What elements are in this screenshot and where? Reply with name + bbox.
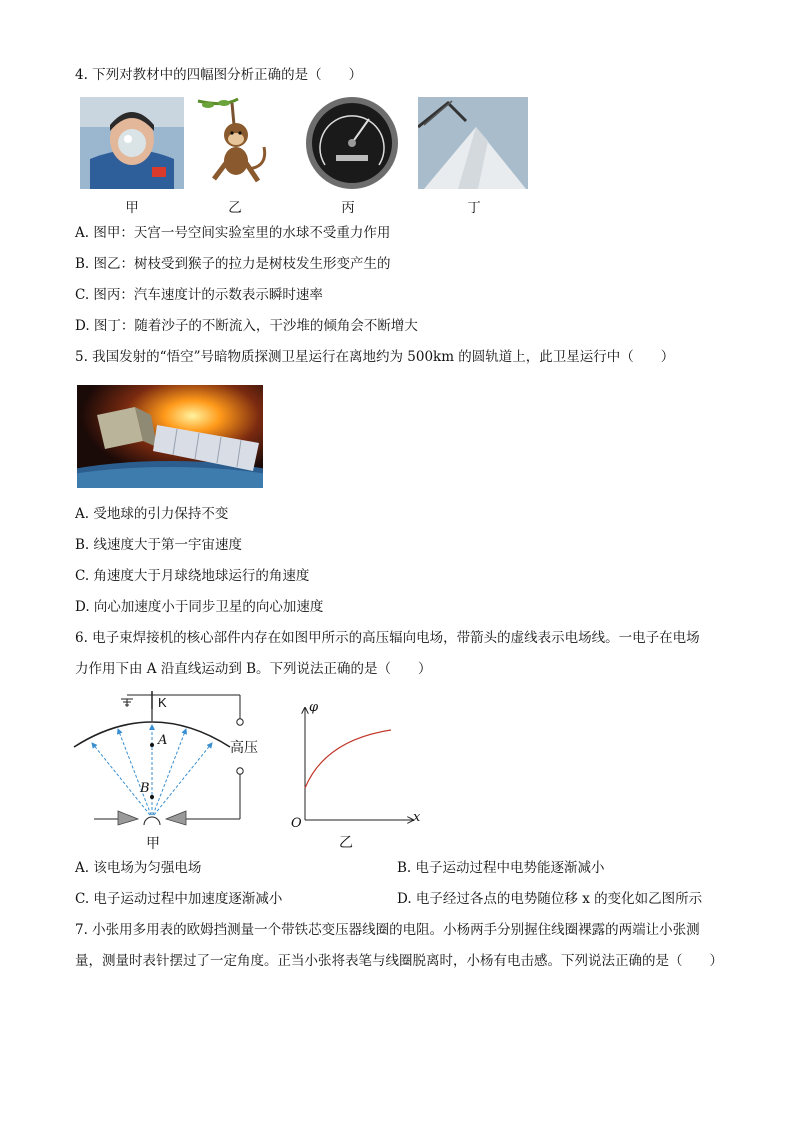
label-jia: 甲: [146, 836, 160, 852]
figure-bing-speedometer: [303, 95, 401, 191]
caption-ding: 丁: [467, 200, 481, 216]
q4-stem: 4. 下列对教材中的四幅图分析正确的是（ ）: [75, 67, 363, 83]
figure-radial-field: [70, 685, 270, 853]
figure-satellite: [77, 385, 263, 488]
label-point-a: A: [158, 733, 168, 748]
label-yi: 乙: [339, 835, 353, 851]
q5-option-c: C. 角速度大于月球绕地球运行的角速度: [75, 568, 310, 584]
q6-option-a: A. 该电场为匀强电场: [75, 860, 202, 876]
q6-stem-line1: 6. 电子束焊接机的核心部件内存在如图甲所示的高压辐向电场，带箭头的虚线表示电场线。一电子在电场: [75, 630, 700, 646]
q4-option-d: D. 图丁：随着沙子的不断流入，干沙堆的倾角会不断增大: [75, 318, 418, 334]
caption-jia: 甲: [125, 200, 139, 216]
figure-jia-astronaut: [80, 97, 184, 189]
q6-option-b: B. 电子运动过程中电势能逐渐减小: [397, 860, 605, 876]
q4-option-b: B. 图乙：树枝受到猴子的拉力是树枝发生形变产生的: [75, 256, 391, 272]
label-x-axis: x: [413, 810, 421, 825]
q5-option-a: A. 受地球的引力保持不变: [75, 506, 229, 522]
label-origin: O: [291, 816, 302, 831]
label-phi-axis: φ: [309, 700, 319, 715]
label-k: K: [158, 695, 167, 710]
q7-stem-line2: 量，测量时表针摆过了一定角度。正当小张将表笔与线圈脱离时，小杨有电击感。下列说法正确的是（ ）: [75, 953, 723, 969]
q7-stem-line1: 7. 小张用多用表的欧姆挡测量一个带铁芯变压器线圈的电阻。小杨两手分别握住线圈裸露的两端让小张测: [75, 922, 700, 938]
q6-stem-line2: 力作用下由 A 沿直线运动到 B。下列说法正确的是（ ）: [75, 661, 432, 677]
label-point-b: B: [140, 781, 150, 796]
q5-option-b: B. 线速度大于第一宇宙速度: [75, 537, 243, 553]
figure-potential-graph: [285, 700, 425, 855]
q4-option-a: A. 图甲：天宫一号空间实验室里的水球不受重力作用: [75, 225, 391, 241]
q6-option-d: D. 电子经过各点的电势随位移 x 的变化如乙图所示: [397, 891, 703, 907]
q6-option-c: C. 电子运动过程中加速度逐渐减小: [75, 891, 283, 907]
figure-yi-monkey: [194, 97, 278, 189]
label-high-voltage: 高压: [230, 740, 258, 756]
figure-ding-sandpile: [418, 97, 528, 189]
q4-option-c: C. 图丙：汽车速度计的示数表示瞬时速率: [75, 287, 323, 303]
q5-stem: 5. 我国发射的“悟空”号暗物质探测卫星运行在离地约为 500km 的圆轨道上，此卫星运行中（ ）: [75, 349, 675, 365]
q5-option-d: D. 向心加速度小于同步卫星的向心加速度: [75, 599, 324, 615]
caption-yi: 乙: [228, 200, 242, 216]
caption-bing: 丙: [341, 200, 355, 216]
